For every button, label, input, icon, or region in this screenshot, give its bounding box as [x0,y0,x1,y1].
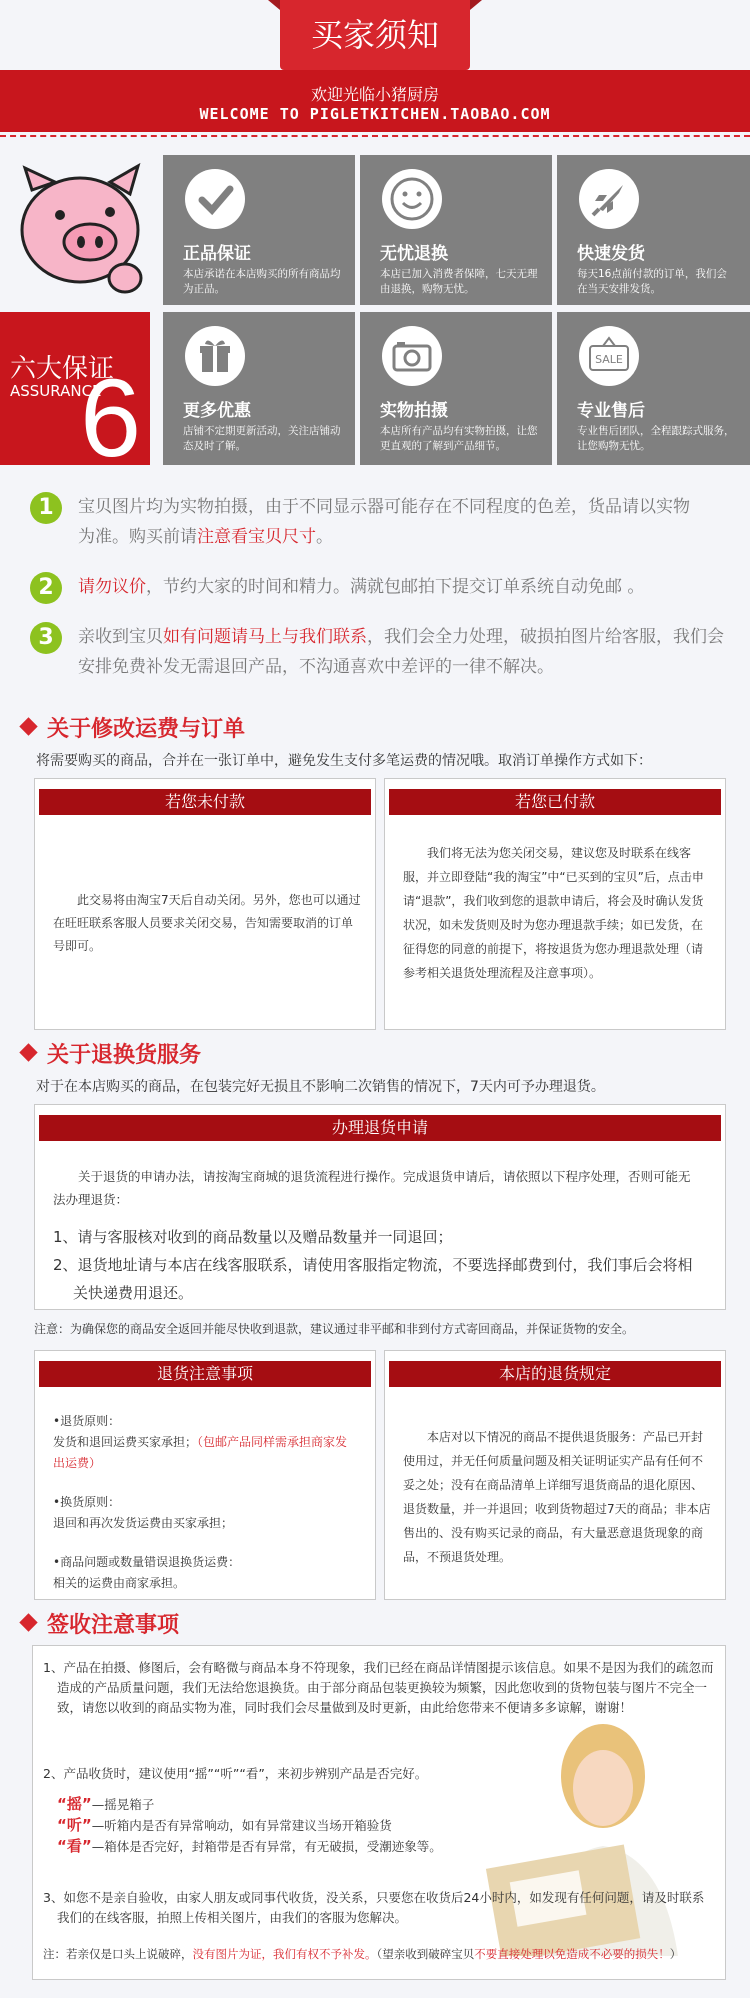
welcome-en: WELCOME TO PIGLETKITCHEN.TAOBAO.COM [199,105,551,123]
receipt-check-list [57,1794,497,1857]
camera-icon [382,326,442,386]
assurance-subtitle: ASSURANCE [10,382,102,400]
caution-return-text: 发货和退回运费买家承担； [53,1435,198,1449]
guarantee-item-title: 专业售后 [577,401,645,421]
section-title-freight [22,712,245,743]
note-text-end: ，我们会全力处理，破损拍图片给客服，我们会安排免费补发无需退回产品，不沟通喜欢中差评的一律不解决。 [78,627,724,677]
rocket-icon [579,169,639,229]
pig-mascot-icon [10,160,150,300]
divider [0,135,750,137]
guarantee-item-worry-free [360,155,552,305]
note-number: 2 [30,572,62,604]
rules-body: 本店对以下情况的商品不提供退货服务：产品已开封使用过，并无任何质量问题及相关证明证实产品有任何不妥之处；没有在商品清单上详细写退货商品的退化原因、退货数量，并一并退回；收到货物超过7天的商品；非本店售出的、没有购买记录的商品，有大量恶意退货现象的商品，不预退货处理。 [403,1430,711,1564]
section-title-text: 关于退换货服务 [47,1043,202,1068]
guarantee-item-genuine [163,155,355,305]
note-item-1 [30,492,700,552]
guarantee-item-desc: 本店承诺在本店购买的所有商品均为正品。 [183,268,341,295]
final-note-text: 注：若亲仅是口头上说破碎， [43,1947,193,1961]
final-note-red-2: 不要直接处理以免造成不必要的损失！ [474,1947,670,1961]
check-icon [185,169,245,229]
shake-value: —摇晃箱子 [91,1797,155,1812]
note-number: 1 [30,492,62,524]
guarantee-item-desc: 专业售后团队，全程跟踪式服务，让您购物无忧。 [577,425,735,452]
receipt-para-3: 3、如您不是亲自验收，由家人朋友或同事代收货，没关系，只要您在收货后24小时内，如发现有任何问题，请及时联系我们的在线客服，拍照上传相关图片，由我们的客服为您解决。 [43,1890,705,1925]
header-tab-ear-left [268,0,280,10]
note-emphasis: 请勿议价 [78,577,146,597]
diamond-icon [19,1043,37,1061]
welcome-banner [0,70,750,132]
guarantee-item-desc: 本店已加入消费者保障，七天无理由退换，购物无忧。 [380,268,538,295]
rules-box [384,1350,726,1600]
guarantee-item-title: 快速发货 [577,244,645,264]
section-desc-returns: 对于在本店购买的商品，在包装完好无损且不影响二次销售的情况下，7天内可予办理退货。 [36,1079,605,1095]
cautions-body [53,1411,353,1594]
receipt-final-note [43,1944,723,1964]
box-heading: 办理退货申请 [39,1115,721,1141]
smile-icon [382,169,442,229]
caution-exchange-title: •换货原则： [53,1495,121,1509]
note-text-end: ，节约大家的时间和精力。满就包邮拍下提交订单系统自动免邮 。 [146,577,645,597]
apply-box [34,1104,726,1310]
guarantee-item-title: 无忧退换 [380,244,448,264]
section-title-receipt [22,1608,179,1639]
cautions-box [34,1350,376,1600]
section-title-text: 关于修改运费与订单 [47,717,246,742]
box-body: 此交易将由淘宝7天后自动关闭。另外，您也可以通过在旺旺联系客服人员要求关闭交易，告知需要取消的订单号即可。 [53,893,361,953]
assurance-title: 六大保证 [10,354,115,384]
returns-note: 注意：为确保您的商品安全返回并能尽快收到退款，建议通过非平邮和非到付方式寄回商品，并保证货物的安全。 [34,1322,635,1336]
guarantee-item-real-photos [360,312,552,465]
shake-key: “摇” [57,1795,92,1813]
final-note-end: ） [669,1947,682,1961]
look-value: —箱体是否完好，封箱带是否有异常，有无破损，受潮迹象等。 [91,1839,442,1854]
apply-step-1: 1、请与客服核对收到的商品数量以及赠品数量并一同退回； [53,1228,453,1246]
diamond-icon [19,1613,37,1631]
welcome-cn: 欢迎光临小猪厨房 [310,85,439,104]
guarantee-item-after-sales [557,312,750,465]
assurance-number: 6 [80,357,142,480]
note-number: 3 [30,622,62,654]
look-key: “看” [57,1837,92,1855]
box-heading: 若您已付款 [389,789,721,815]
page-title: 买家须知 [280,0,470,70]
note-text: 宝贝图片均为实物拍摄，由于不同显示器可能存在不同程度的色差，货品请以实物为准。购买前请 [78,497,690,547]
note-text-end: 。 [316,527,333,547]
section-title-text: 签收注意事项 [47,1613,180,1638]
sale-tag-text: SALE [595,353,623,366]
listen-value: —听箱内是否有异常响动，如有异常建议当场开箱验货 [91,1818,392,1833]
receipt-para-1: 1、产品在拍摄、修图后，会有略微与商品本身不符现象，我们已经在商品详情图提示该信息。如果不是因为我们的疏忽而造成的产品质量问题，我们无法给您退换货。由于部分商品包装更换较为频繁，因此您收到的货物包装与图片不完全一致，请您以收到的商品实物为准，同时我们会尽量做到及时更新，由此给您带来不便请多多谅解，谢谢！ [43,1660,714,1715]
caution-error-title: •商品问题或数量错误退换货运费： [53,1555,241,1569]
final-note-red-1: 没有图片为证，我们有权不予补发。 [192,1947,377,1961]
apply-step-2: 2、退货地址请与本店在线客服联系，请使用客服指定物流，不要选择邮费到付，我们事后会将相关快递费用退还。 [53,1256,693,1302]
note-text: 亲收到宝贝 [78,627,163,647]
caution-exchange-text: 退回和再次发货运费由买家承担； [53,1516,234,1530]
note-item-3 [30,622,730,682]
guarantee-grid [0,150,750,480]
guarantee-item-title: 更多优惠 [183,401,251,421]
guarantee-item-discounts [163,312,355,465]
caution-return-red: （包邮产品同样需承担商家发出运费） [53,1435,348,1470]
note-emphasis: 注意看宝贝尺寸 [197,527,316,547]
receipt-para-2: 2、产品收货时，建议使用“摇”“听”“看”，来初步辨别产品是否完好。 [43,1766,428,1781]
caution-return-title: •退货原则： [53,1414,121,1428]
final-note-mid: （望亲收到破碎宝贝 [376,1947,475,1961]
section-title-returns [22,1038,201,1069]
receipt-box [32,1645,726,1980]
guarantee-item-desc: 本店所有产品均有实物拍摄，让您更直观的了解到产品细节。 [380,425,538,452]
gift-icon [185,326,245,386]
guarantee-item-title: 正品保证 [183,244,251,264]
guarantee-item-desc: 每天16点前付款的订单，我们会在当天安排发货。 [577,268,727,295]
box-body: 我们将无法为您关闭交易，建议您及时联系在线客服，并立即登陆“我的淘宝”中“已买到的宝贝”后，点击申请“退款”，我们收到您的退款申请后，将会及时确认发货状况，如未发货则及时为您办理退款手续；如已发货，在征得您的同意的前提下，将按退货为您办理退款处理（请参考相关退货处理流程及注意事项）。 [403,846,704,980]
note-item-2 [30,572,720,602]
sale-tag-icon [579,326,639,386]
unpaid-box [34,778,376,1030]
guarantee-item-fast-shipping [557,155,750,305]
diamond-icon [19,717,37,735]
section-desc-freight: 将需要购买的商品，合并在一张订单中，避免发生支付多笔运费的情况哦。取消订单操作方式如下： [36,753,652,769]
note-emphasis: 如有问题请马上与我们联系 [163,627,367,647]
guarantee-item-desc: 店铺不定期更新活动，关注店铺动态及时了解。 [183,425,341,452]
apply-intro: 关于退货的申请办法，请按淘宝商城的退货流程进行操作。完成退货申请后，请依照以下程序处理，否则可能无法办理退货： [53,1169,691,1207]
box-heading: 本店的退货规定 [389,1361,721,1387]
paid-box [384,778,726,1030]
listen-key: “听” [57,1816,92,1834]
caution-error-text: 相关的运费由商家承担。 [53,1576,186,1590]
guarantee-item-title: 实物拍摄 [380,401,448,421]
header-tab-ear-right [470,0,482,10]
box-heading: 若您未付款 [39,789,371,815]
box-heading: 退货注意事项 [39,1361,371,1387]
assurance-block [0,312,150,480]
